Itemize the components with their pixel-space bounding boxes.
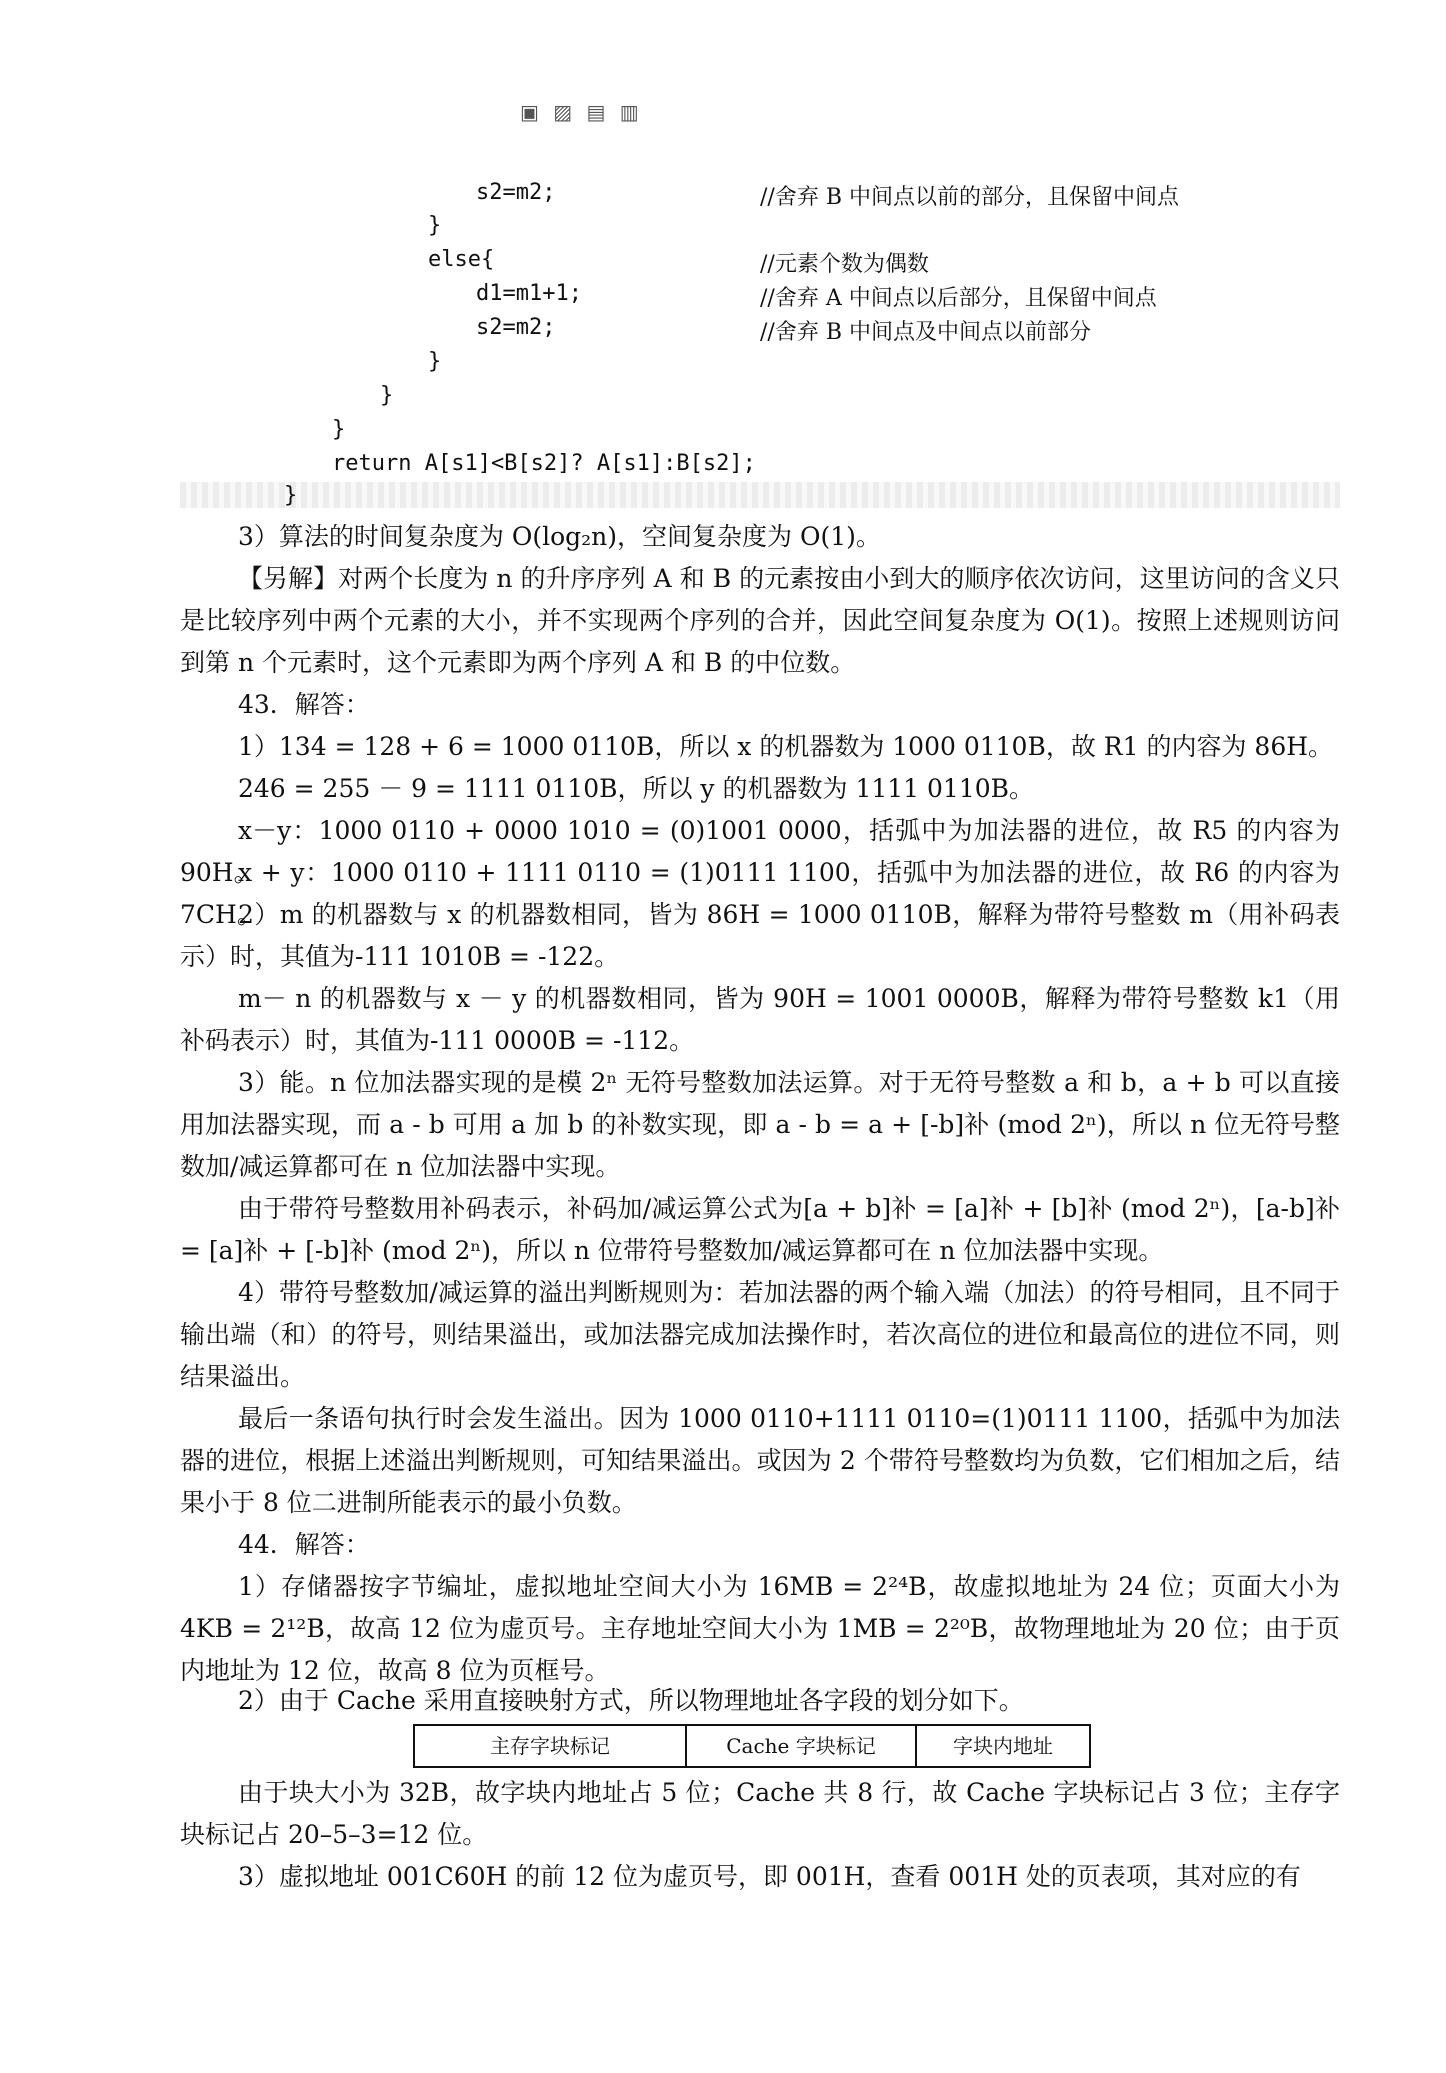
code-text: }: [332, 417, 346, 442]
paragraph-q43-heading: 43．解答：: [238, 690, 370, 719]
paragraph-q43-y: 246 = 255 － 9 = 1111 0110B，所以 y 的机器数为 1111 0110B。: [238, 774, 1035, 803]
paragraph-q44-3: 3）虚拟地址 001C60H 的前 12 位为虚页号，即 001H，查看 001H 处的页表项，其对应的有: [238, 1862, 1301, 1891]
code-text: s2=m2;: [476, 180, 556, 205]
code-text: else{: [428, 247, 495, 272]
code-line: [0, 349, 1446, 383]
code-comment: //舍弃 A 中间点以后部分，且保留中间点: [760, 286, 1157, 311]
field-main-memory-tag: 主存字块标记: [415, 1726, 687, 1766]
paragraph-q43-3: 3）能。n 位加法器实现的是模 2ⁿ 无符号整数加法运算。对于无符号整数 a 和 b，a + b 可以直接用加法器实现，而 a - b 可用 a 加 b 的补数实现，即 a - b = a + [-b]补 (mod 2ⁿ)，所以 n 位无符号整数加/减运算都可在 n 位加法器中实现。: [180, 1068, 1340, 1181]
paragraph-q44-2: 2）由于 Cache 采用直接映射方式，所以物理地址各字段的划分如下。: [238, 1686, 1024, 1715]
paragraph-q43-4: 4）带符号整数加/减运算的溢出判断规则为：若加法器的两个输入端（加法）的符号相同，且不同于输出端（和）的符号，则结果溢出，或加法器完成加法操作时，若次高位的进位和最高位的进位不同，则结果溢出。: [180, 1278, 1340, 1391]
code-line: [0, 483, 1446, 517]
paragraph-q43-overflow: 最后一条语句执行时会发生溢出。因为 1000 0110+1111 0110=(1)0111 1100，括弧中为加法器的进位，根据上述溢出判断规则，可知结果溢出。或因为 2 个带符号整数均为负数，它们相加之后，结果小于 8 位二进制所能表示的最小负数。: [180, 1404, 1340, 1517]
code-comment: //舍弃 B 中间点及中间点以前部分: [760, 320, 1091, 345]
paragraph-q43-x-minus-y: x－y：1000 0110 + 0000 1010 = (0)1001 0000，括弧中为加法器的进位，故 R5 的内容为 90H。: [180, 816, 1340, 887]
field-block-offset: 字块内地址: [953, 1734, 1053, 1758]
paragraph-alternative-solution: 【另解】对两个长度为 n 的升序序列 A 和 B 的元素按由小到大的顺序依次访问，这里访问的含义只是比较序列中两个元素的大小，并不实现两个序列的合并，因此空间复杂度为 O(1)。按照上述规则访问到第 n 个元素时，这个元素即为两个序列 A 和 B 的中位数。: [180, 564, 1340, 677]
code-text: return A[s1]<B[s2]? A[s1]:B[s2];: [332, 451, 756, 476]
paragraph-q43-m-minus-n: m－ n 的机器数与 x － y 的机器数相同，皆为 90H = 1001 0000B，解释为带符号整数 k1（用补码表示）时，其值为-111 0000B = -112。: [180, 984, 1340, 1055]
code-comment: //元素个数为偶数: [760, 252, 929, 277]
code-line: [0, 451, 1446, 485]
paragraph-q44-heading: 44．解答：: [238, 1530, 370, 1559]
paragraph-q44-block-size: 由于块大小为 32B，故字块内地址占 5 位；Cache 共 8 行，故 Cache 字块标记占 3 位；主存字块标记占 20–5–3=12 位。: [180, 1778, 1340, 1849]
paragraph-q43-2: 2）m 的机器数与 x 的机器数相同，皆为 86H = 1000 0110B，解释为带符号整数 m（用补码表示）时，其值为-111 1010B = -122。: [180, 900, 1340, 971]
code-line: [0, 180, 1446, 214]
paragraph-q43-1: 1）134 = 128 + 6 = 1000 0110B，所以 x 的机器数为 1000 0110B，故 R1 的内容为 86H。: [238, 732, 1334, 761]
paragraph-q44-1: 1）存储器按字节编址，虚拟地址空间大小为 16MB = 2²⁴B，故虚拟地址为 24 位；页面大小为 4KB = 2¹²B，故高 12 位为虚页号。主存地址空间大小为 1MB = 2²⁰B，故物理地址为 20 位；由于页内地址为 12 位，故高 8 位为页框号。: [180, 1572, 1340, 1685]
paragraph-complexity: 3）算法的时间复杂度为 O(log₂n)，空间复杂度为 O(1)。: [238, 522, 881, 551]
code-comment: //舍弃 B 中间点以前的部分，且保留中间点: [760, 185, 1179, 210]
code-line: [0, 417, 1446, 451]
code-text: s2=m2;: [476, 315, 556, 340]
code-text: }: [380, 383, 394, 408]
code-line: [0, 315, 1446, 349]
code-text: d1=m1+1;: [476, 281, 582, 306]
code-line: [0, 247, 1446, 281]
code-text: }: [428, 213, 442, 238]
code-line: [0, 281, 1446, 315]
paragraph-q43-signed: 由于带符号整数用补码表示，补码加/减运算公式为[a + b]补 = [a]补 + [b]补 (mod 2ⁿ)，[a-b]补 = [a]补 + [-b]补 (mod 2ⁿ)，所以 n 位带符号整数加/减运算都可在 n 位加法器中实现。: [180, 1194, 1340, 1265]
code-line: [0, 213, 1446, 247]
code-line: [0, 383, 1446, 417]
physical-address-field-table: [413, 1724, 1091, 1768]
page-header-mark: ▣ ▨ ▤ ▥: [520, 100, 643, 124]
field-cache-tag: Cache 字块标记: [687, 1726, 917, 1766]
code-text: }: [284, 483, 298, 508]
code-text: }: [428, 349, 442, 374]
paragraph-q43-x-plus-y: x + y：1000 0110 + 1111 0110 = (1)0111 1100，括弧中为加法器的进位，故 R6 的内容为 7CH。: [180, 858, 1340, 929]
